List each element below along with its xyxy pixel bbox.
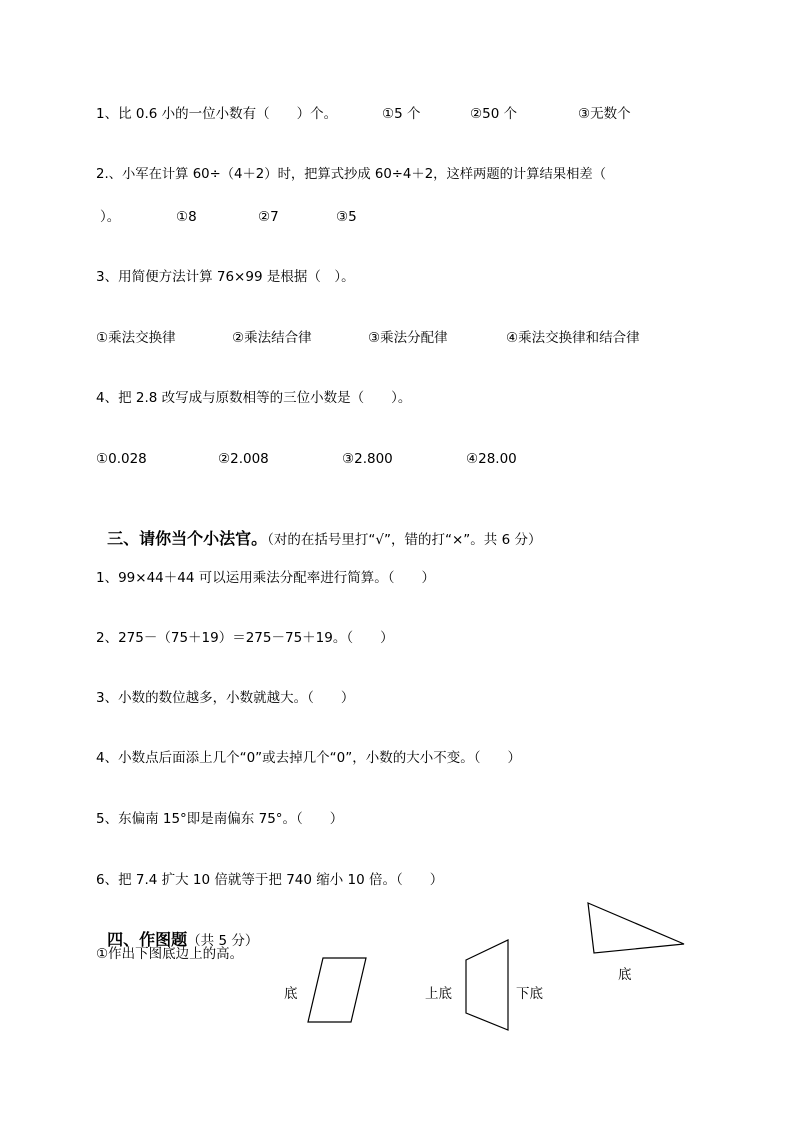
section3-note: （对的在括号里打“√”，错的打“×”。共 6 分）: [267, 532, 542, 548]
q2-text-line1: 2.、小军在计算 60÷（4＋2）时，把算式抄成 60÷4＋2，这样两题的计算结果相差（: [96, 167, 607, 182]
judge-item-3: 3、小数的数位越多，小数就越大。（ ）: [96, 690, 355, 706]
q4-option-2: ②2.008: [218, 451, 269, 467]
q4-option-4: ④28.00: [466, 451, 517, 467]
q3-option-1: ①乘法交换律: [96, 330, 176, 346]
q3-text: 3、用简便方法计算 76×99 是根据（ ）。: [96, 269, 355, 285]
parallelogram-base-label: 底: [284, 986, 298, 1002]
trapezoid-top-label: 上底: [425, 986, 452, 1002]
section4-note: （共 5 分）: [187, 933, 259, 949]
triangle-base-label: 底: [618, 967, 632, 983]
judge-item-2: 2、275－（75＋19）＝275－75＋19。（ ）: [96, 630, 394, 646]
judge-item-6: 6、把 7.4 扩大 10 倍就等于把 740 缩小 10 倍。（ ）: [96, 872, 444, 888]
judge-item-5: 5、东偏南 15°即是南偏东 75°。（ ）: [96, 811, 344, 827]
section4-title: 四、作图题: [107, 930, 188, 949]
section4-instruction: ①作出下图底边上的高。: [96, 946, 244, 962]
trapezoid-figure: [466, 940, 508, 1030]
trapezoid-bottom-label: 下底: [516, 986, 543, 1002]
q3-option-2: ②乘法结合律: [232, 330, 312, 346]
judge-item-1: 1、99×44＋44 可以运用乘法分配率进行简算。（ ）: [96, 570, 435, 586]
q1-text: 1、比 0.6 小的一位小数有（ ）个。: [96, 106, 338, 122]
q3-option-3: ③乘法分配律: [368, 330, 448, 346]
parallelogram-figure: [308, 958, 366, 1022]
q2-option-1: ①8: [176, 209, 197, 225]
q1-option-1: ①5 个: [382, 106, 421, 122]
q2-option-2: ②7: [258, 209, 279, 225]
judge-item-4: 4、小数点后面添上几个“0”或去掉几个“0”，小数的大小不变。（ ）: [96, 750, 521, 766]
q4-option-3: ③2.800: [342, 451, 393, 467]
q1-option-2: ②50 个: [470, 106, 518, 122]
q3-option-4: ④乘法交换律和结合律: [506, 330, 640, 346]
q2-option-3: ③5: [336, 209, 357, 225]
q4-option-1: ①0.028: [96, 451, 147, 467]
section3-title: 三、请你当个小法官。: [107, 529, 268, 548]
triangle-figure: [588, 903, 684, 953]
q4-text: 4、把 2.8 改写成与原数相等的三位小数是（ ）。: [96, 390, 412, 406]
q1-option-3: ③无数个: [578, 106, 631, 122]
q2-text-line2: ）。: [100, 209, 121, 225]
